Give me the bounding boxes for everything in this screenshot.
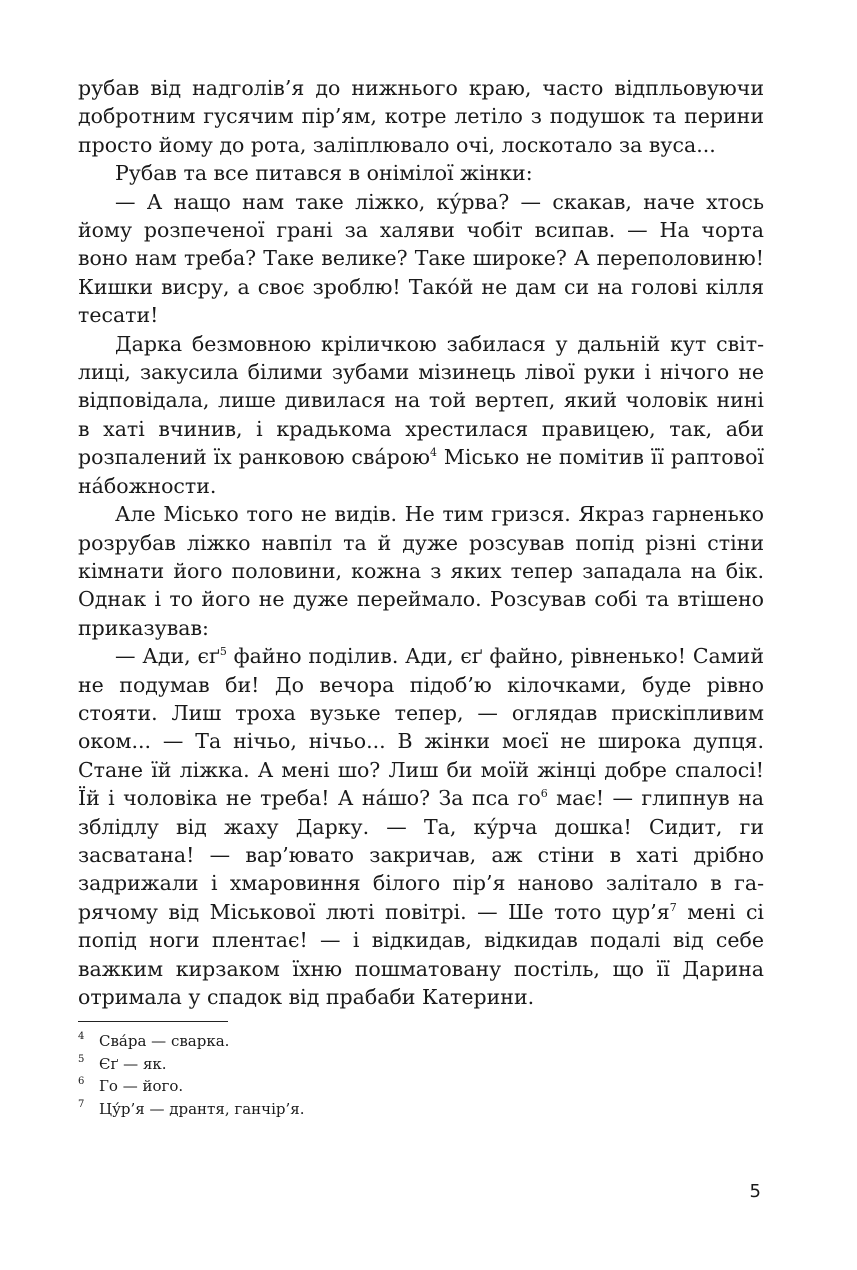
footnote-number: 5 — [78, 1053, 85, 1065]
paragraph-4-text-a: Дарка безмовною кріличкою забилася у дальній кут світлиці, закусила білими зубами мізинець лівої руки і нічого не відповідала, лише дивилася на той вертеп, який чоловік нині в хаті вчинив, і крадькома хрестилася правицею, так, аби розпалений їх ранковою сва́рою — [78, 331, 764, 470]
paragraph-6-text-b: файно поділив. Ади, єґ файно, рівненько! Самий не подумав би! До вечора підоб’ю кілочками, буде рівно стояти. Лиш троха вузьке тепер, — оглядав прискіпливим оком... — Та нічьо, нічьо... В жінки моєї не широка дупця. Стане їй ліжка. А мені шо? Лиш би моїй жінці добре спалосі! Їй і чоловіка не треба! А на́шо? За пса го — [78, 644, 764, 811]
paragraph-4-text-b: Місько не помітив її раптової на́божности. — [78, 445, 764, 498]
footnote-5 — [78, 1053, 764, 1076]
footnote-number: 4 — [78, 1031, 85, 1043]
paragraph-4 — [78, 330, 764, 500]
footnote-6 — [78, 1075, 764, 1098]
footnotes — [78, 1030, 764, 1120]
footnote-number: 7 — [78, 1098, 85, 1110]
paragraph-6-text-d: мені сі попід ноги плентає! — і відкидав, відкидав подалі від себе важким кирзаком їхню пошматовану постіль, що її Дарина отримала у спадок від прабаби Катерини. — [78, 899, 764, 1009]
paragraph-1: рубав від надголів’я до нижнього краю, часто відпльовуючи добротним гусячим пір’ям, котре летіло з подушок та перини просто йому до рота, заліплювало очі, лоскотало за вуса... — [78, 76, 764, 157]
footnote-text: Го — його. — [99, 1077, 184, 1096]
footnote-text: Єґ — як. — [99, 1054, 167, 1073]
footnote-number: 6 — [78, 1076, 85, 1088]
footnote-text: Сва́ра — сварка. — [99, 1032, 230, 1051]
paragraph-3: — А нащо нам таке ліжко, ку́рва? — скакав, наче хтось йому розпеченої грані за халяви чобіт всипав. — На чорта воно нам треба? Таке велике? Таке широке? А переполовиню! Кишки висру, а своє зроблю! Тако́й не дам си на голові кілля тесати! — [78, 189, 764, 328]
paragraph-5: Але Місько того не видів. Не тим гризся. Якраз гарненько розрубав ліжко навпіл та й дуже розсував попід різні стіни кімнати його половини, кожна з яких тепер западала на бік. Однак і то його не дуже переймало. Розсував собі та втішено приказував: — [78, 502, 764, 640]
footnote-ref-7: 7 — [669, 900, 677, 914]
paragraph-6-text-c: має! — глипнув на зблідлу від жаху Дарку. — Та, ку́рча дошка! Сидит, ги засватана! — вар’ювато закричав, аж стіни в хаті дрібно задрижали і хмаровиння білого пір’я наново залітало в гарячому від Міськової люті повітрі. — Ше тото цур’я — [78, 786, 764, 924]
paragraph-6-text-a: — Ади, єґ — [115, 644, 220, 669]
paragraph-2: Рубав та все питався в онімілої жінки: — [115, 161, 533, 186]
page-number: 5 — [749, 1181, 761, 1202]
footnote-divider — [78, 1021, 228, 1022]
paragraph-6 — [78, 642, 764, 1011]
footnote-ref-6: 6 — [540, 787, 548, 801]
footnote-7 — [78, 1098, 764, 1121]
footnote-ref-4: 4 — [429, 446, 437, 460]
footnote-text: Цу́р’я — дрантя, ганчір’я. — [99, 1099, 305, 1118]
footnote-4 — [78, 1030, 764, 1053]
footnote-ref-5: 5 — [219, 645, 227, 659]
page-body — [78, 74, 764, 1120]
